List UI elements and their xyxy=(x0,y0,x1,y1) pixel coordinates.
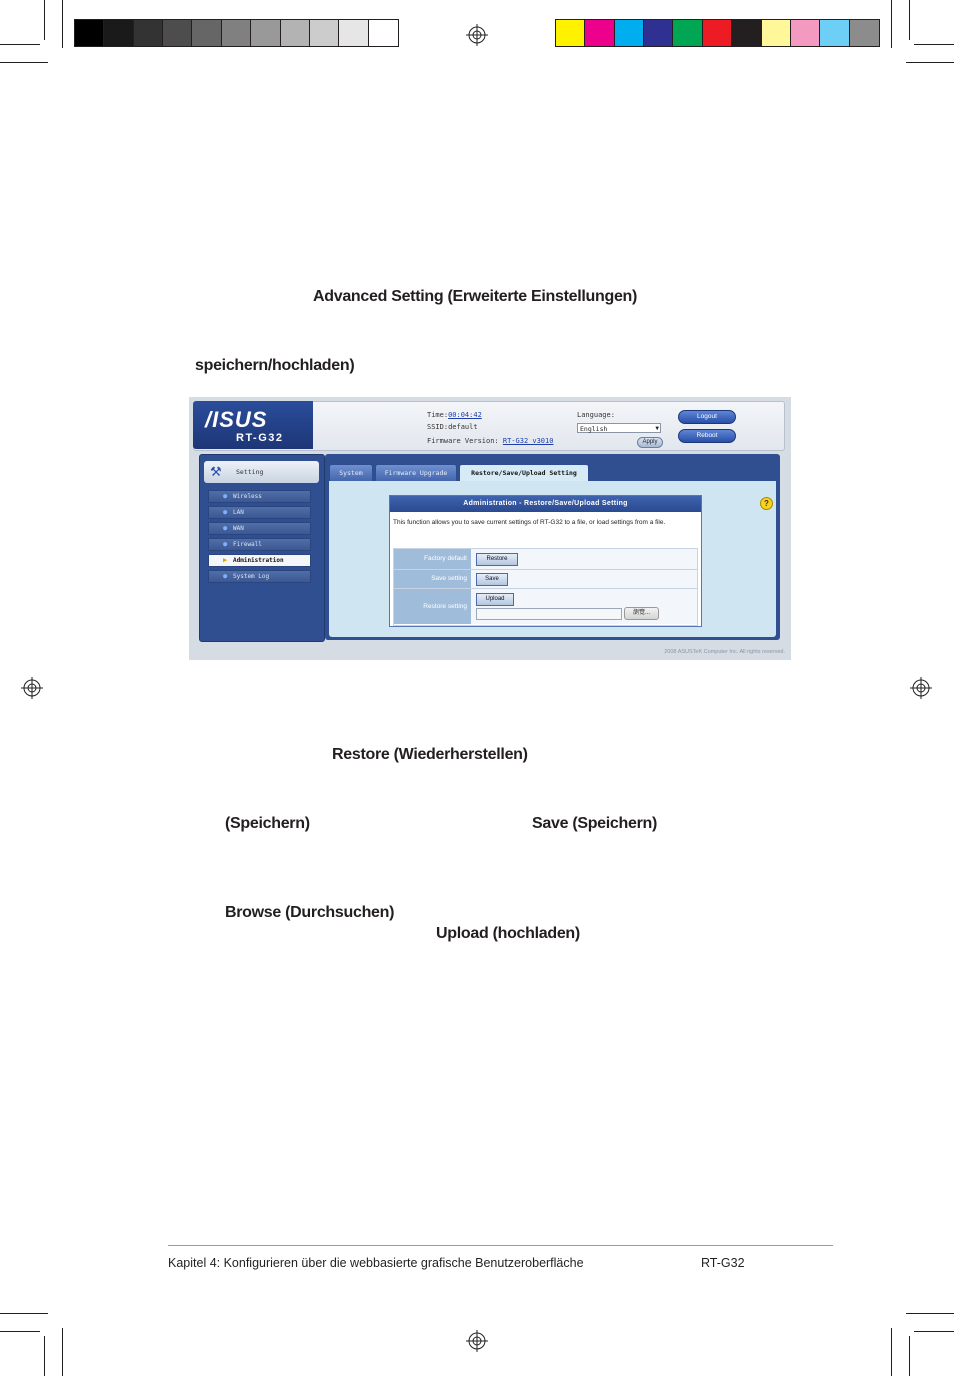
firmware-link[interactable]: RT-G32_v3010 xyxy=(502,437,554,445)
upload-button[interactable]: Upload xyxy=(476,593,514,606)
gray-swatch xyxy=(134,20,163,46)
row-label: Factory default xyxy=(394,549,471,569)
dropdown-arrow-icon: ▼ xyxy=(655,425,659,432)
color-swatch xyxy=(762,20,791,46)
panel-title: Administration - Restore/Save/Upload Setting xyxy=(390,496,701,512)
text-upload: Upload (hochladen) xyxy=(436,925,580,942)
bullet-icon: ● xyxy=(223,508,228,516)
color-swatch xyxy=(556,20,585,46)
sidebar-header xyxy=(204,461,319,483)
tab-system[interactable]: System xyxy=(329,464,373,481)
crop-mark xyxy=(0,44,40,45)
model-name: RT-G32 xyxy=(236,432,284,444)
crop-mark xyxy=(906,62,954,63)
bullet-icon: ● xyxy=(223,492,228,500)
sidebar-title: Setting xyxy=(236,468,264,476)
crop-mark xyxy=(891,0,892,48)
router-admin-screenshot xyxy=(189,397,791,660)
row-label: Save setting xyxy=(394,570,471,588)
color-swatch xyxy=(791,20,820,46)
restore-button[interactable]: Restore xyxy=(476,553,518,566)
color-swatch xyxy=(732,20,761,46)
process-color-bar xyxy=(555,19,880,47)
sidebar-item-lan[interactable]: ● LAN xyxy=(208,506,311,519)
table-row xyxy=(394,589,697,624)
apply-button[interactable]: Apply xyxy=(637,437,663,448)
save-button[interactable]: Save xyxy=(476,573,508,586)
crop-mark xyxy=(44,0,45,40)
gray-swatch xyxy=(251,20,280,46)
gray-swatch xyxy=(163,20,192,46)
gray-swatch xyxy=(222,20,251,46)
gray-swatch xyxy=(369,20,398,46)
time-link[interactable]: 00:04:42 xyxy=(448,411,482,419)
panel-description: This function allows you to save current settings of RT-G32 to a file, or load settings from a file. xyxy=(393,519,666,526)
gray-swatch xyxy=(339,20,368,46)
crop-mark xyxy=(0,62,48,63)
ssid-info: SSID:default xyxy=(427,423,478,431)
tab-firmware-upgrade[interactable]: Firmware Upgrade xyxy=(375,464,457,481)
color-swatch xyxy=(644,20,673,46)
text-speichern: (Speichern) xyxy=(225,815,310,832)
text-restore: Restore (Wiederherstellen) xyxy=(332,746,528,763)
crop-mark xyxy=(62,0,63,48)
row-label: Restore setting xyxy=(394,589,471,624)
language-select[interactable]: English ▼ xyxy=(577,423,661,433)
gray-swatch xyxy=(75,20,104,46)
text-browse: Browse (Durchsuchen) xyxy=(225,904,395,921)
heading-advanced-setting: Advanced Setting (Erweiterte Einstellungen) xyxy=(313,288,638,305)
logout-button[interactable]: Logout xyxy=(678,410,736,424)
crop-mark xyxy=(909,1336,910,1376)
registration-mark-icon xyxy=(466,24,488,46)
color-swatch xyxy=(615,20,644,46)
gray-swatch xyxy=(310,20,339,46)
crop-mark xyxy=(44,1336,45,1376)
text-speichern-hochladen: speichern/hochladen) xyxy=(195,357,355,374)
sidebar-item-firewall[interactable]: ● Firewall xyxy=(208,538,311,551)
color-swatch xyxy=(820,20,849,46)
settings-tools-icon: ⚒ xyxy=(210,464,222,479)
footer-model: RT-G32 xyxy=(701,1256,745,1270)
language-label: Language: xyxy=(577,411,615,419)
registration-mark-icon xyxy=(21,677,43,699)
asus-logo: /ISUS xyxy=(205,407,268,432)
crop-mark xyxy=(0,1331,40,1332)
sidebar-item-administration[interactable]: ▶ Administration xyxy=(208,554,311,567)
color-swatch xyxy=(585,20,614,46)
bullet-icon: ● xyxy=(223,524,228,532)
firmware-info: Firmware Version: RT-G32_v3010 xyxy=(427,437,554,445)
crop-mark xyxy=(0,1313,48,1314)
footer-chapter: Kapitel 4: Konfigurieren über die webbasierte grafische Benutzeroberfläche xyxy=(168,1256,584,1270)
registration-mark-icon xyxy=(466,1330,488,1352)
browse-button[interactable]: 瀏覽... xyxy=(624,607,659,620)
table-row xyxy=(394,570,697,589)
table-row xyxy=(394,549,697,570)
grayscale-color-bar xyxy=(74,19,399,47)
reboot-button[interactable]: Reboot xyxy=(678,429,736,443)
crop-mark xyxy=(891,1328,892,1376)
sidebar-item-wan[interactable]: ● WAN xyxy=(208,522,311,535)
help-icon[interactable]: ? xyxy=(760,497,773,510)
crop-mark xyxy=(914,44,954,45)
crop-mark xyxy=(906,1313,954,1314)
gray-swatch xyxy=(104,20,133,46)
crop-mark xyxy=(909,0,910,40)
crop-mark xyxy=(914,1331,954,1332)
settings-panel xyxy=(389,495,702,627)
gray-swatch xyxy=(192,20,221,46)
logo-panel xyxy=(193,401,313,449)
gray-swatch xyxy=(281,20,310,46)
sidebar-item-wireless[interactable]: ● Wireless xyxy=(208,490,311,503)
color-swatch xyxy=(703,20,732,46)
tab-restore-save-upload[interactable]: Restore/Save/Upload Setting xyxy=(459,464,589,482)
time-info: Time:00:04:42 xyxy=(427,411,482,419)
arrow-right-icon: ▶ xyxy=(223,556,228,564)
settings-table xyxy=(393,548,698,626)
copyright-text: 2008 ASUSTeK Computer Inc. All rights reserved. xyxy=(664,649,785,655)
registration-mark-icon xyxy=(910,677,932,699)
footer-rule xyxy=(168,1245,833,1246)
text-save-speichern: Save (Speichern) xyxy=(532,815,658,832)
file-input[interactable] xyxy=(476,608,622,620)
color-swatch xyxy=(850,20,879,46)
crop-mark xyxy=(62,1328,63,1376)
sidebar-item-system-log[interactable]: ● System Log xyxy=(208,570,311,583)
bullet-icon: ● xyxy=(223,572,228,580)
bullet-icon: ● xyxy=(223,540,228,548)
color-swatch xyxy=(673,20,702,46)
